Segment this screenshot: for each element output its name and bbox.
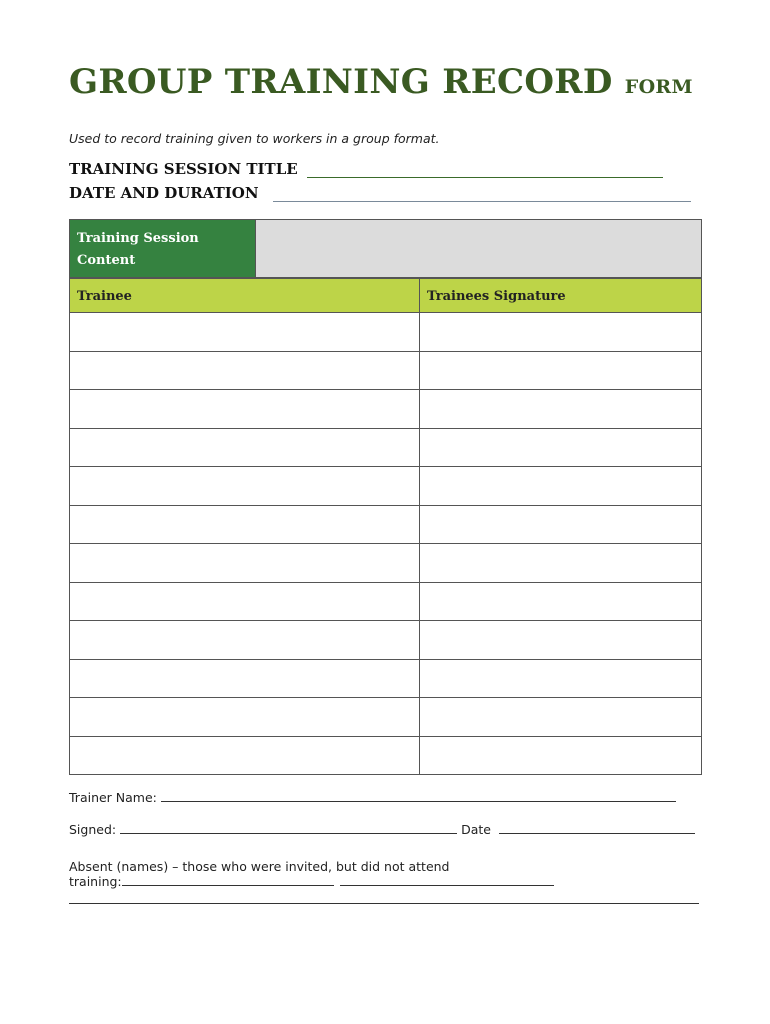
table-row: [70, 544, 702, 583]
absent-label-line2: training:: [69, 874, 122, 889]
form-title-suffix: FORM: [624, 76, 693, 98]
trainee-signature-cell[interactable]: [420, 428, 702, 467]
absent-row: [69, 874, 554, 889]
table-row: [70, 736, 702, 775]
trainee-signature-cell[interactable]: [420, 351, 702, 390]
column-header-signature: Trainees Signature: [420, 279, 702, 313]
absent-label-line1: Absent (names) – those who were invited, but did not attend: [69, 859, 450, 874]
table-row: [70, 428, 702, 467]
trainee-name-cell[interactable]: [70, 698, 420, 737]
table-row: [70, 467, 702, 506]
trainee-name-cell[interactable]: [70, 736, 420, 775]
signed-field[interactable]: [120, 822, 457, 834]
table-row: [70, 313, 702, 352]
table-header-row: [70, 279, 702, 313]
trainee-name-cell[interactable]: [70, 544, 420, 583]
form-title-main: GROUP TRAINING RECORD: [69, 62, 613, 102]
trainee-signature-cell[interactable]: [420, 313, 702, 352]
absent-field-3[interactable]: [69, 903, 699, 904]
table-row: [70, 659, 702, 698]
table-row: [70, 505, 702, 544]
table-row: [70, 390, 702, 429]
date-field[interactable]: [499, 822, 695, 834]
trainer-name-field[interactable]: [161, 790, 676, 802]
trainee-name-cell[interactable]: [70, 505, 420, 544]
absent-field-2[interactable]: [340, 874, 554, 886]
signed-row: [69, 822, 695, 837]
form-title: [69, 62, 693, 102]
trainee-name-cell[interactable]: [70, 313, 420, 352]
date-label: Date: [461, 822, 491, 837]
trainee-signature-cell[interactable]: [420, 544, 702, 583]
trainee-signature-cell[interactable]: [420, 698, 702, 737]
trainee-table: [69, 278, 702, 775]
session-content-label: Training Session Content: [70, 220, 256, 277]
session-content-field[interactable]: [256, 220, 701, 277]
session-title-label: TRAINING SESSION TITLE: [69, 160, 298, 178]
signed-label: Signed:: [69, 822, 117, 837]
trainee-signature-cell[interactable]: [420, 467, 702, 506]
table-row: [70, 351, 702, 390]
form-subtitle: Used to record training given to workers in a group format.: [69, 131, 440, 146]
trainer-name-label: Trainer Name:: [69, 790, 157, 805]
column-header-trainee: Trainee: [70, 279, 420, 313]
trainer-name-row: [69, 790, 676, 805]
trainee-name-cell[interactable]: [70, 467, 420, 506]
trainee-signature-cell[interactable]: [420, 621, 702, 660]
trainee-name-cell[interactable]: [70, 428, 420, 467]
trainee-signature-cell[interactable]: [420, 582, 702, 621]
trainee-signature-cell[interactable]: [420, 505, 702, 544]
date-duration-label: DATE AND DURATION: [69, 184, 259, 202]
trainee-name-cell[interactable]: [70, 659, 420, 698]
trainee-name-cell[interactable]: [70, 390, 420, 429]
trainee-name-cell[interactable]: [70, 621, 420, 660]
table-row: [70, 698, 702, 737]
session-title-field[interactable]: [307, 177, 663, 178]
table-row: [70, 621, 702, 660]
trainee-name-cell[interactable]: [70, 351, 420, 390]
trainee-signature-cell[interactable]: [420, 659, 702, 698]
trainee-signature-cell[interactable]: [420, 390, 702, 429]
table-row: [70, 582, 702, 621]
session-content-section: [69, 219, 702, 278]
trainee-table-body: [70, 313, 702, 775]
date-duration-field[interactable]: [273, 201, 691, 202]
absent-field-1[interactable]: [122, 874, 334, 886]
trainee-signature-cell[interactable]: [420, 736, 702, 775]
trainee-name-cell[interactable]: [70, 582, 420, 621]
